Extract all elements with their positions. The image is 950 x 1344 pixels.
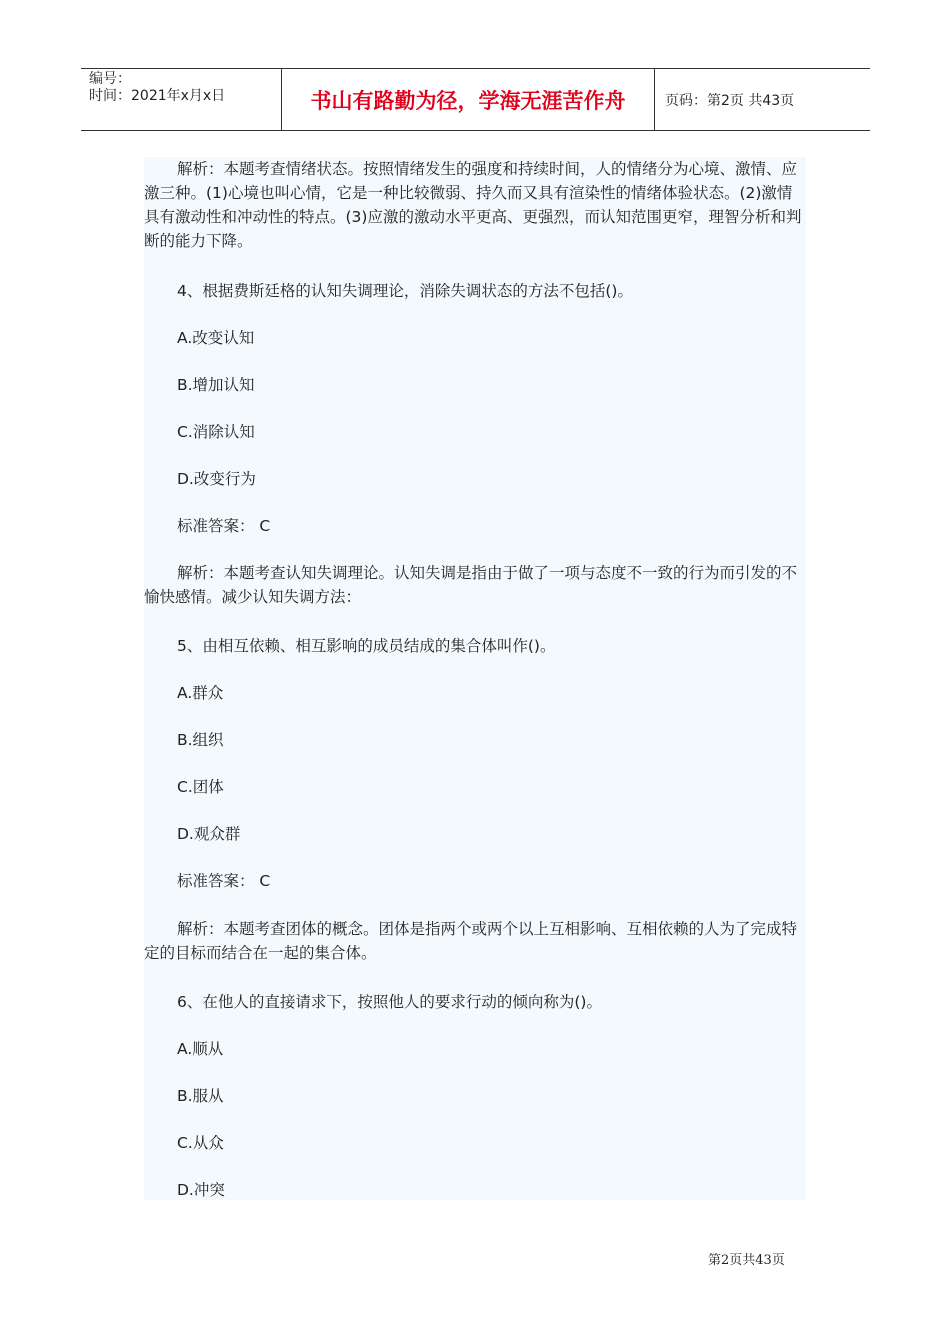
document-body xyxy=(144,157,806,1200)
question-5: 5、由相互依赖、相互影响的成员结成的集合体叫作()。 xyxy=(177,637,556,655)
question-4: 4、根据费斯廷格的认知失调理论，消除失调状态的方法不包括()。 xyxy=(177,282,633,300)
q4-answer: 标准答案： C xyxy=(177,517,271,535)
q5-option-a: A.群众 xyxy=(177,684,224,702)
serial-label: 编号： xyxy=(89,71,131,87)
time-label: 时间：2021年x月x日 xyxy=(89,88,226,104)
q5-analysis: 解析：本题考查团体的概念。团体是指两个或两个以上互相影响、互相依赖的人为了完成特定的目标而结合在一起的集合体。 xyxy=(144,920,798,962)
page-footer: 第2页共43页 xyxy=(708,1253,785,1268)
page-header xyxy=(81,68,870,131)
q4-option-a: A.改变认知 xyxy=(177,329,255,347)
q6-option-b: B.服从 xyxy=(177,1087,224,1105)
header-meta xyxy=(81,69,282,130)
header-motto: 书山有路勤为径，学海无涯苦作舟 xyxy=(282,69,655,130)
q6-option-d: D.冲突 xyxy=(177,1181,225,1199)
analysis-q3: 解析：本题考查情绪状态。按照情绪发生的强度和持续时间，人的情绪分为心境、激情、应激三种。(1)心境也叫心情，它是一种比较微弱、持久而又具有渲染性的情绪体验状态。(2)激情具有激动性和冲动性的特点。(3)应激的激动水平更高、更强烈，而认知范围更窄，理智分析和判断的能力下降。 xyxy=(144,160,802,250)
q4-analysis: 解析：本题考查认知失调理论。认知失调是指由于做了一项与态度不一致的行为而引发的不愉快感情。减少认知失调方法： xyxy=(144,564,798,606)
question-6: 6、在他人的直接请求下，按照他人的要求行动的倾向称为()。 xyxy=(177,993,602,1011)
q5-answer: 标准答案： C xyxy=(177,872,271,890)
header-page-label: 页码：第2页 共43页 xyxy=(665,92,795,109)
q5-option-c: C.团体 xyxy=(177,778,224,796)
q4-option-d: D.改变行为 xyxy=(177,470,256,488)
q6-option-c: C.从众 xyxy=(177,1134,224,1152)
q5-option-d: D.观众群 xyxy=(177,825,241,843)
q4-option-b: B.增加认知 xyxy=(177,376,255,394)
q6-option-a: A.顺从 xyxy=(177,1040,224,1058)
q4-option-c: C.消除认知 xyxy=(177,423,255,441)
q5-option-b: B.组织 xyxy=(177,731,224,749)
